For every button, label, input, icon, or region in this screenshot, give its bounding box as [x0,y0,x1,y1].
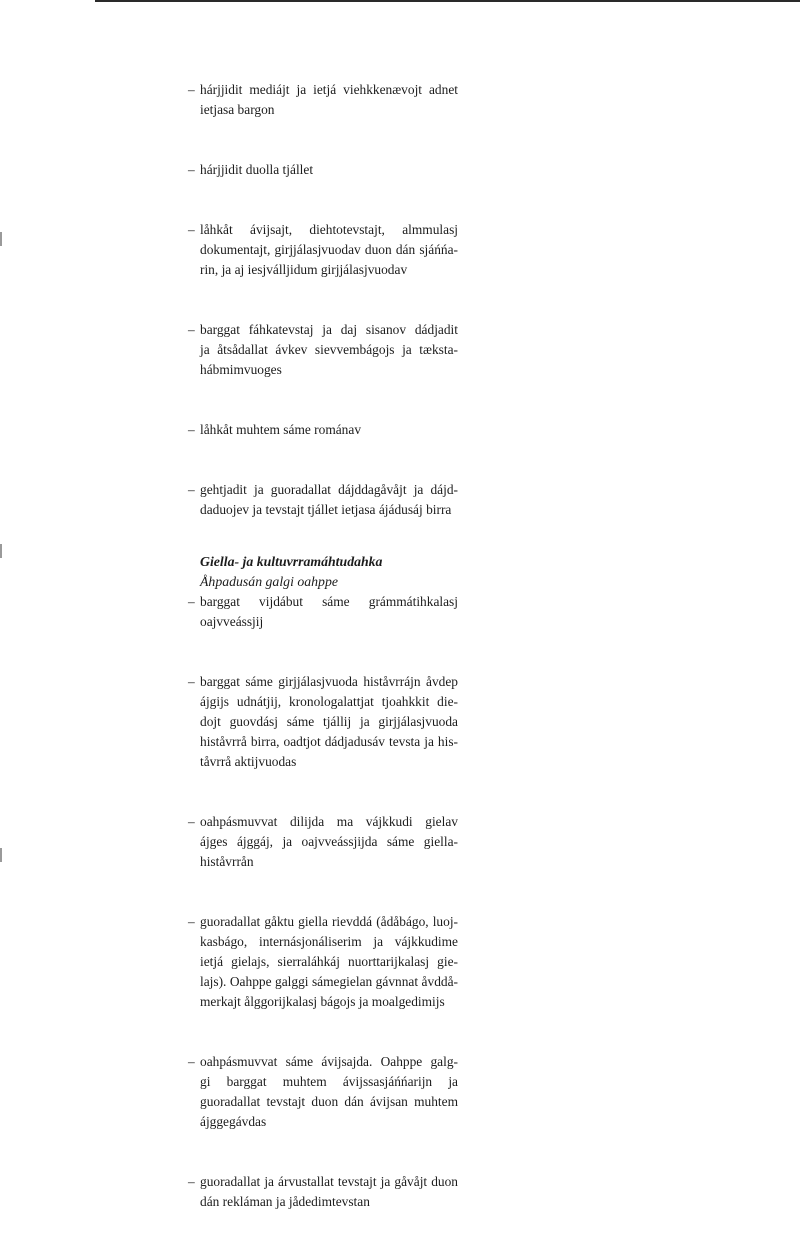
item-line: låhkåt ávijsajt, diehtotevstajt, almmulasj [200,222,458,237]
item-line: oahpásmuvvat dilijda ma vájkkudi gielav [200,814,458,829]
dash-bullet: – [188,422,195,437]
section-heading [188,552,458,592]
list-item [188,812,458,872]
item-line: hárjjidit mediájt ja ietjá viehkkenævojt adnet [200,82,458,97]
item-line: ja åtsådallat ávkev sievvembágojs ja tæksta- [200,342,458,357]
dash-bullet: – [188,222,195,237]
item-line: daduojev ja tevstajt tjállet ietjasa ájádusáj birra [200,502,452,517]
dash-bullet: – [188,162,195,177]
item-line: oajvveássjij [200,614,264,629]
item-line: dojt guovdásj sáme tjállij ja girjjálasjvuoda [200,714,458,729]
page-content [188,80,458,1252]
item-line: låhkåt muhtem sáme románav [200,422,362,437]
dash-bullet: – [188,674,195,689]
list-item [188,320,458,380]
scan-edge-mark [0,232,2,246]
scan-edge-mark [0,544,2,558]
list-item [188,592,458,632]
item-line: gehtjadit ja guoradallat dájddagåvåjt ja dájd- [200,482,458,497]
list-item [188,1172,458,1212]
item-line: oahpásmuvvat sáme ávijsajda. Oahppe galg- [200,1054,458,1069]
item-line: ájggegávdas [200,1114,267,1129]
item-line: ájgijs udnátjij, kronologalattjat tjoahkkit die- [200,694,458,709]
item-line: dán rekláman ja jådedimtevstan [200,1194,370,1209]
item-line: barggat sáme girjjálasjvuoda histåvrrájn åvdep [200,674,458,689]
dash-bullet: – [188,1054,195,1069]
dash-bullet: – [188,914,195,929]
list-item [188,480,458,520]
dash-bullet: – [188,82,195,97]
item-line: ietjá gielajs, sierraláhkáj nuorttarijkalasj gie- [200,954,458,969]
item-line: kasbágo, internásjonáliserim ja vájkkudime [200,934,458,949]
item-line: ietjasa bargon [200,102,275,117]
list-item [188,220,458,280]
item-line: ájges ájggáj, ja oajvveássjijda sáme giella- [200,834,458,849]
item-line: guoradallat gåktu giella rievddá (ådåbágo, luoj- [200,914,458,929]
list-item [188,912,458,1012]
dash-bullet: – [188,1174,195,1189]
item-line: lajs). Oahppe galggi sámegielan gávnnat åvddå- [200,974,458,989]
list-item [188,80,458,120]
dash-bullet: – [188,322,195,337]
item-line: histåvrrån [200,854,254,869]
item-line: gi barggat muhtem ávijssasjáńńarijn ja [200,1074,458,1089]
list-item [188,420,458,440]
item-line: barggat fáhkatevstaj ja daj sisanov dádjadit [200,322,458,337]
bullet-list-a [188,80,458,520]
item-line: dokumentajt, girjjálasjvuodav duon dán sjáńńa- [200,242,458,257]
scan-edge-mark [0,848,2,862]
list-item [188,160,458,180]
item-line: merkajt ålggorijkalasj bágojs ja moalgedimijs [200,994,445,1009]
item-line: guoradallat ja árvustallat tevstajt ja gåvåjt duon [200,1174,458,1189]
item-line: guoradallat tevstajt duon dán ávijsan muhtem [200,1094,458,1109]
item-line: hárjjidit duolla tjállet [200,162,314,177]
dash-bullet: – [188,482,195,497]
section-title: Giella- ja kultuvrramáhtudahka [200,554,383,569]
item-line: barggat vijdábut sáme grámmátihkalasj [200,594,458,609]
dash-bullet: – [188,594,195,609]
item-line: tåvrrå aktijvuodas [200,754,297,769]
list-item [188,672,458,772]
item-line: rin, ja aj iesjválljidum girjjálasjvuodav [200,262,408,277]
item-line: hábmimvuoges [200,362,282,377]
bullet-list-b [188,592,458,1212]
scan-top-border [95,0,800,2]
section-subtitle: Åhpadusán galgi oahppe [200,574,338,589]
dash-bullet: – [188,814,195,829]
item-line: histåvrrå birra, oadtjot dádjadusáv tevsta ja his- [200,734,458,749]
list-item [188,1052,458,1132]
